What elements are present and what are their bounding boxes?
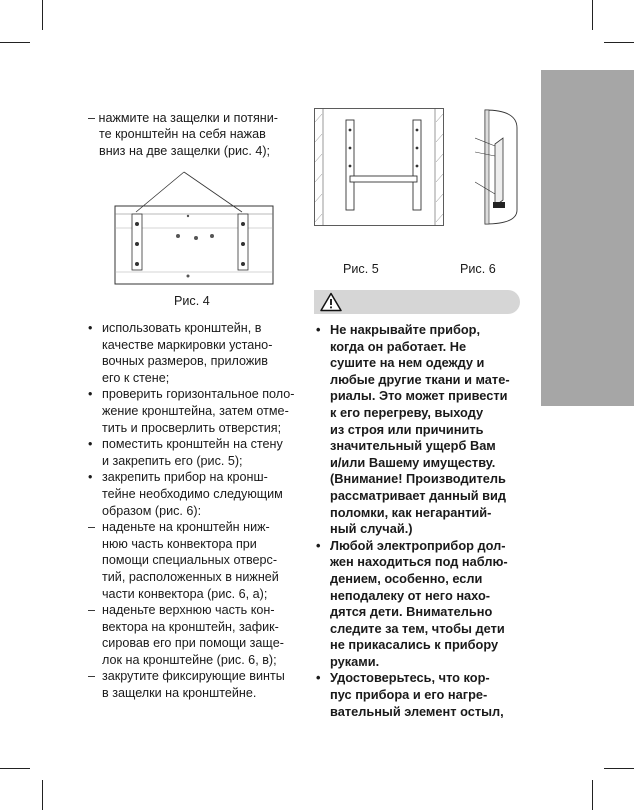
warning-bar bbox=[314, 290, 520, 314]
crop-mark bbox=[42, 780, 43, 810]
bullet: • bbox=[316, 670, 321, 686]
list-item bbox=[316, 670, 526, 720]
text-line: ный случай.) bbox=[330, 521, 413, 537]
figure-4-caption: Рис. 4 bbox=[174, 294, 210, 308]
crop-mark bbox=[592, 780, 593, 810]
text-line: образом (рис. 6): bbox=[102, 503, 202, 518]
list-item bbox=[88, 436, 303, 469]
dash: – bbox=[88, 520, 96, 535]
right-list bbox=[316, 322, 526, 720]
text-line: качестве маркировки устано- bbox=[102, 337, 273, 352]
dash: – bbox=[88, 603, 96, 618]
text-line: его к стене; bbox=[102, 370, 170, 385]
crop-mark bbox=[604, 42, 634, 43]
text-line: поместить кронштейн на стену bbox=[102, 437, 283, 452]
text-line: те кронштейн на себя нажав bbox=[99, 127, 266, 142]
bullet: • bbox=[88, 321, 93, 335]
bullet: • bbox=[316, 322, 321, 337]
crop-mark bbox=[592, 0, 593, 30]
crop-mark bbox=[42, 0, 43, 30]
text-line: и закрепить его (рис. 5); bbox=[102, 453, 243, 468]
text-line: неподалеку от него нахо- bbox=[330, 587, 491, 603]
text-line: тейне необходимо следующим bbox=[102, 486, 283, 501]
left-list bbox=[88, 320, 303, 702]
text-line: закрутите фиксирующие винты bbox=[102, 669, 285, 684]
list-item bbox=[316, 538, 526, 671]
text-line: Любой электроприбор дол- bbox=[330, 537, 506, 553]
text-line: дятся дети. Внимательно bbox=[330, 604, 493, 620]
text-line: жение кронштейна, затем отме- bbox=[102, 403, 289, 418]
text-line: (Внимание! Производитель bbox=[330, 471, 506, 487]
list-item bbox=[88, 602, 303, 668]
text-line: использовать кронштейн, в bbox=[102, 321, 262, 335]
text-line: наденьте верхнюю часть кон- bbox=[102, 603, 275, 618]
text-line: жен находиться под наблю- bbox=[330, 554, 508, 570]
dash: – bbox=[88, 669, 96, 684]
text-line: Не накрывайте прибор, bbox=[330, 322, 481, 337]
text-line: руками. bbox=[330, 653, 380, 669]
text-line: помощи специальных отверс- bbox=[102, 553, 278, 568]
list-item bbox=[88, 386, 303, 436]
text-line: вочных размеров, приложив bbox=[102, 354, 268, 369]
text-line: тий, расположенных в нижней bbox=[102, 569, 279, 584]
text-line: лок на кронштейне (рис. 6, в); bbox=[102, 652, 277, 667]
text-line: закрепить прибор на кронш- bbox=[102, 470, 268, 485]
text-line: тить и просверлить отверстия; bbox=[102, 420, 282, 435]
text-line: Удостоверьтесь, что кор- bbox=[330, 670, 490, 686]
figure-5-caption: Рис. 5 bbox=[343, 262, 379, 276]
text-line: не прикасались к прибору bbox=[330, 637, 499, 653]
text-line: нюю часть конвектора при bbox=[102, 536, 257, 551]
text-line: пус прибора и его нагре- bbox=[330, 687, 488, 703]
bullet: • bbox=[88, 437, 93, 452]
text-line: поломки, как негарантий- bbox=[330, 504, 492, 520]
text-line: и/или Вашему имуществу. bbox=[330, 454, 496, 470]
list-item bbox=[88, 519, 303, 602]
crop-mark bbox=[0, 768, 30, 769]
text-line: риалы. Это может привести bbox=[330, 388, 508, 404]
text-line: сушите на нем одежду и bbox=[330, 355, 485, 371]
text-line: наденьте на кронштейн ниж- bbox=[102, 520, 270, 535]
text-line: – нажмите на защелки и потяни- bbox=[88, 111, 278, 125]
bullet: • bbox=[316, 537, 321, 553]
text-line: к его перегреву, выходу bbox=[330, 404, 484, 420]
top-instruction bbox=[88, 110, 303, 159]
text-line: дением, особенно, если bbox=[330, 570, 483, 586]
warning-triangle-icon bbox=[320, 292, 342, 312]
crop-mark bbox=[604, 768, 634, 769]
text-line: рассматривает данный вид bbox=[330, 487, 507, 503]
text-line: когда он работает. Не bbox=[330, 338, 467, 354]
figure-6-side-view bbox=[475, 108, 521, 226]
figure-5-wall-bracket bbox=[314, 108, 444, 226]
text-line: значительный ущерб Вам bbox=[330, 438, 496, 454]
text-line: из строя или причинить bbox=[330, 421, 484, 437]
text-line: любые другие ткани и мате- bbox=[330, 371, 510, 387]
text-line: проверить горизонтальное поло- bbox=[102, 387, 295, 402]
text-line: части конвектора (рис. 6, а); bbox=[102, 586, 268, 601]
text-line: сировав его при помощи защe- bbox=[102, 636, 284, 651]
figure-4-bracket bbox=[114, 168, 274, 286]
list-item bbox=[88, 469, 303, 519]
text-line: следите за тем, чтобы дети bbox=[330, 620, 505, 636]
text-line: вательный элемент остыл, bbox=[330, 703, 504, 719]
list-item bbox=[88, 668, 303, 701]
list-item bbox=[316, 322, 526, 538]
bullet: • bbox=[88, 470, 93, 485]
figure-6-caption: Рис. 6 bbox=[460, 262, 496, 276]
text-line: вниз на две защелки (рис. 4); bbox=[99, 143, 271, 158]
text-line: в защелки на кронштейне. bbox=[102, 686, 257, 701]
text-line: вектора на кронштейн, зафик- bbox=[102, 619, 279, 634]
bullet: • bbox=[88, 387, 93, 402]
crop-mark bbox=[0, 42, 30, 43]
side-tab bbox=[541, 70, 634, 406]
list-item bbox=[88, 320, 303, 386]
